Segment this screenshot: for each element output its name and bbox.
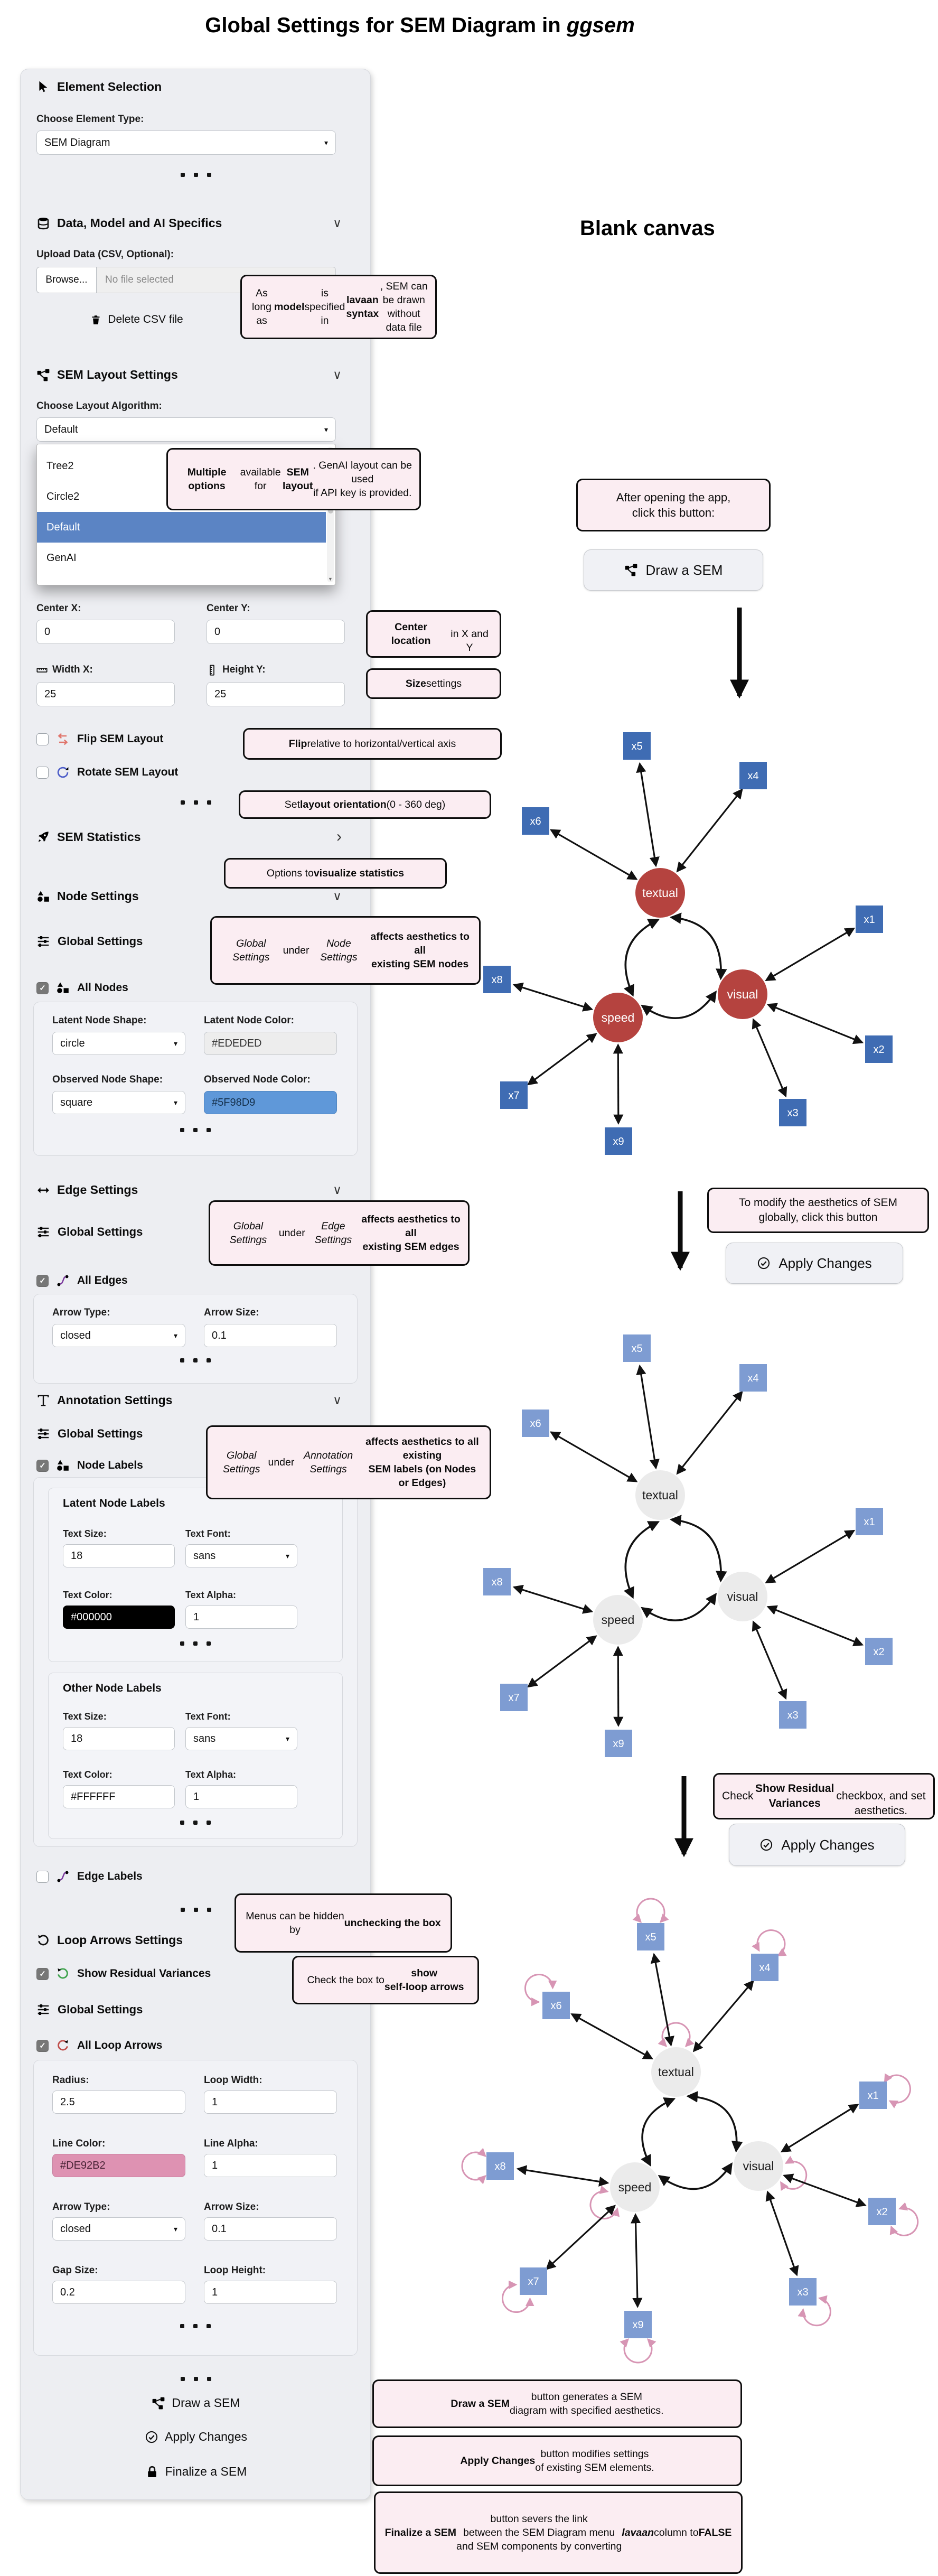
latent-text-size-input[interactable]: 18: [63, 1544, 175, 1567]
svg-text:x8: x8: [491, 1576, 503, 1588]
svg-text:speed: speed: [601, 1613, 635, 1627]
callout-flip: Flip relative to horizontal/vertical axis: [243, 728, 502, 760]
layout-option-tree2[interactable]: Tree2: [46, 460, 74, 472]
show-residual-variances-row[interactable]: ✓ Show Residual Variances: [36, 1967, 211, 1981]
width-x-label: Width X:: [36, 664, 93, 676]
flip-sem-layout-row[interactable]: Flip SEM Layout: [36, 732, 163, 746]
check-circle-icon: [759, 1838, 773, 1852]
latent-shape-label: Latent Node Shape:: [52, 1015, 147, 1026]
finalize-a-sem-button[interactable]: Finalize a SEM: [36, 2465, 355, 2479]
latent-text-alpha-input[interactable]: 1: [185, 1606, 297, 1629]
observed-color-label: Observed Node Color:: [204, 1074, 311, 1085]
latent-color-field[interactable]: #EDEDED: [204, 1032, 337, 1055]
gap-size-input[interactable]: 0.2: [52, 2281, 185, 2304]
svg-text:x3: x3: [787, 1107, 799, 1119]
draw-a-sem-button[interactable]: Draw a SEM: [36, 2396, 355, 2410]
width-x-input[interactable]: 25: [36, 682, 175, 706]
arrow-size-label: Arrow Size:: [204, 1307, 259, 1318]
svg-text:x5: x5: [631, 1343, 643, 1355]
all-edges-checkbox[interactable]: ✓: [36, 1275, 49, 1287]
edge-global-settings-row[interactable]: Global Settings: [36, 1225, 143, 1239]
latent-node-labels-title: Latent Node Labels: [63, 1497, 165, 1509]
svg-text:x2: x2: [873, 1044, 885, 1056]
other-node-labels-title: Other Node Labels: [63, 1682, 162, 1694]
callout-layout-options: Multiple options available for SEM layout . GenAI layout can be used if API key is provided.: [166, 448, 421, 510]
svg-text:x3: x3: [787, 1710, 799, 1721]
chevron-right-icon: ›: [336, 828, 342, 845]
node-labels-row[interactable]: ✓ Node Labels: [36, 1459, 143, 1472]
callout-residual: Check Show Residual Variances checkbox, and set aesthetics.: [713, 1773, 935, 1819]
all-loop-arrows-row[interactable]: ✓ All Loop Arrows: [36, 2039, 162, 2052]
svg-text:x3: x3: [797, 2286, 809, 2298]
center-x-input[interactable]: 0: [36, 620, 175, 644]
center-y-label: Center Y:: [207, 603, 250, 614]
svg-text:x1: x1: [867, 2090, 879, 2102]
svg-text:visual: visual: [727, 987, 758, 1002]
annotation-global-settings-row[interactable]: Global Settings: [36, 1427, 143, 1441]
callout-node-global: Global Settings under Node Settings affects aesthetics to all existing SEM nodes: [210, 916, 481, 985]
svg-text:x1: x1: [864, 914, 875, 926]
loop-arrow-type-select[interactable]: closed ▾: [52, 2217, 185, 2241]
svg-text:x6: x6: [530, 1418, 541, 1430]
loop-arrow-type-label: Arrow Type:: [52, 2201, 110, 2213]
network-icon: [624, 563, 638, 577]
node-global-settings-row[interactable]: Global Settings: [36, 935, 143, 948]
section-element-selection: Element Selection: [36, 80, 342, 94]
edge-arrow-size-input[interactable]: 0.1: [204, 1324, 337, 1347]
callout-modify: To modify the aesthetics of SEM globally, click this button: [707, 1188, 929, 1233]
loop-arrow-size-input[interactable]: 0.1: [204, 2217, 337, 2241]
line-alpha-label: Line Alpha:: [204, 2138, 258, 2149]
all-nodes-checkbox[interactable]: ✓: [36, 982, 49, 994]
rocket-icon: [36, 830, 50, 844]
svg-text:x9: x9: [632, 2319, 644, 2331]
database-icon: [36, 217, 50, 230]
loop-width-input[interactable]: 1: [204, 2090, 337, 2114]
section-edge-settings[interactable]: Edge Settings ∨: [36, 1183, 342, 1197]
browse-button[interactable]: Browse...: [36, 267, 97, 293]
callout-lavaan: As long as model is specified in lavaan syntax , SEM can be drawn without data file: [240, 275, 437, 339]
latent-node-labels-box: [48, 1488, 343, 1662]
layout-algorithm-select[interactable]: Default ▾: [36, 417, 336, 442]
svg-text:x2: x2: [876, 2206, 888, 2218]
svg-text:x9: x9: [613, 1738, 624, 1750]
show-residual-checkbox[interactable]: ✓: [36, 1968, 49, 1980]
svg-text:x6: x6: [550, 2000, 562, 2012]
svg-text:x9: x9: [613, 1136, 624, 1147]
text-size-label: Text Size:: [63, 1711, 107, 1722]
loop-global-settings-row[interactable]: Global Settings: [36, 2003, 143, 2017]
callout-hide-menus: Menus can be hidden by unchecking the box: [234, 1893, 452, 1953]
element-type-select[interactable]: SEM Diagram ▾: [36, 130, 336, 155]
network-icon: [152, 2396, 165, 2410]
caret-down-icon: ▾: [324, 425, 328, 434]
text-font-label: Text Font:: [185, 1528, 231, 1539]
delete-csv-button[interactable]: Delete CSV file: [42, 313, 232, 326]
loop-radius-input[interactable]: 2.5: [52, 2090, 185, 2114]
cursor-icon: [36, 80, 50, 94]
svg-text:visual: visual: [743, 2159, 774, 2173]
sliders-icon: [36, 2003, 50, 2017]
callout-apply-button: Apply Changes button modifies settings of existing SEM elements.: [372, 2435, 742, 2486]
page-title: Global Settings for SEM Diagram in ggsem: [205, 14, 635, 37]
caret-down-icon: ▾: [173, 2224, 177, 2233]
upload-data-label: Upload Data (CSV, Optional):: [36, 249, 174, 260]
shapes-icon: [36, 890, 50, 903]
section-data-model[interactable]: Data, Model and AI Specifics ∨: [36, 216, 342, 230]
caret-down-icon: ▾: [173, 1039, 177, 1048]
edge-labels-row[interactable]: Edge Labels: [36, 1870, 143, 1883]
chevron-down-icon: ∨: [333, 216, 342, 230]
shapes-icon: [56, 981, 70, 995]
caret-down-icon: ▾: [285, 1551, 289, 1560]
svg-text:x2: x2: [873, 1646, 885, 1658]
svg-text:x1: x1: [864, 1516, 875, 1528]
callout-annotation-global: Global Settings under Annotation Settings affects aesthetics to all existing SEM labels (on Nodes or Edges): [206, 1425, 491, 1499]
svg-text:x4: x4: [759, 1962, 771, 1974]
other-text-color-field[interactable]: #FFFFFF: [63, 1785, 175, 1808]
loop-icon: [56, 1967, 70, 1981]
other-text-alpha-input[interactable]: 1: [185, 1785, 297, 1808]
edge-icon: [56, 1870, 70, 1883]
svg-text:x7: x7: [528, 2276, 539, 2288]
svg-text:x5: x5: [645, 1931, 656, 1943]
shapes-icon: [56, 1459, 70, 1472]
callout-statistics: Options to visualize statistics: [224, 858, 447, 889]
svg-text:x8: x8: [494, 2161, 506, 2172]
latent-text-font-select[interactable]: sans ▾: [185, 1544, 297, 1567]
svg-text:x7: x7: [508, 1090, 520, 1102]
other-text-size-input[interactable]: 18: [63, 1727, 175, 1750]
layout-option-circle2[interactable]: Circle2: [46, 490, 80, 502]
rotate-sem-layout-row[interactable]: Rotate SEM Layout: [36, 766, 178, 779]
node-labels-checkbox[interactable]: ✓: [36, 1460, 49, 1472]
loop-height-label: Loop Height:: [204, 2265, 266, 2276]
svg-text:x4: x4: [747, 770, 759, 782]
rotate-icon: [56, 766, 70, 779]
arrow-type-label: Arrow Type:: [52, 1307, 110, 1318]
svg-text:textual: textual: [658, 2065, 694, 2079]
loop-icon: [56, 2039, 70, 2052]
chevron-down-icon: ∨: [333, 368, 342, 381]
ellipsis: [48, 1821, 343, 1825]
center-x-label: Center X:: [36, 603, 81, 614]
choose-element-type-label: Choose Element Type:: [36, 114, 144, 125]
ellipsis: [33, 1358, 358, 1362]
latent-text-color-field[interactable]: #000000: [63, 1606, 175, 1629]
latent-color-label: Latent Node Color:: [204, 1015, 294, 1026]
svg-text:x6: x6: [530, 816, 541, 827]
section-loop-arrows[interactable]: Loop Arrows Settings: [36, 1933, 342, 1947]
loop-line-alpha-input[interactable]: 1: [204, 2154, 337, 2177]
apply-changes-button[interactable]: Apply Changes: [36, 2430, 355, 2444]
canvas-apply-changes-button[interactable]: Apply Changes: [726, 1243, 903, 1284]
ellipsis: [21, 173, 371, 177]
all-loop-arrows-checkbox[interactable]: ✓: [36, 2040, 49, 2052]
callout-open-app: After opening the app, click this button:: [576, 479, 771, 531]
all-edges-row[interactable]: ✓ All Edges: [36, 1274, 128, 1287]
canvas-apply-changes-button-2[interactable]: Apply Changes: [729, 1824, 905, 1866]
check-circle-icon: [757, 1256, 771, 1270]
sliders-icon: [36, 1427, 50, 1441]
loop-icon: [36, 1934, 50, 1947]
flip-checkbox[interactable]: [36, 733, 49, 745]
caret-down-icon: ▾: [173, 1331, 177, 1340]
latent-shape-select[interactable]: circle ▾: [52, 1032, 185, 1055]
text-alpha-label: Text Alpha:: [185, 1590, 237, 1600]
text-annotation-icon: [36, 1394, 50, 1407]
other-node-labels-box: [48, 1673, 343, 1839]
callout-draw-button: Draw a SEM button generates a SEM diagram with specified aesthetics.: [372, 2379, 742, 2428]
sliders-icon: [36, 935, 50, 948]
caret-down-icon: ▾: [324, 138, 328, 147]
canvas-heading: Blank canvas: [580, 217, 715, 240]
left-right-arrows-icon: [36, 1183, 50, 1197]
svg-text:x4: x4: [747, 1373, 759, 1384]
svg-text:textual: textual: [642, 1488, 678, 1502]
center-y-input[interactable]: 0: [207, 620, 345, 644]
edge-icon: [56, 1274, 70, 1287]
loop-arrow-size-label: Arrow Size:: [204, 2201, 259, 2213]
height-y-label: Height Y:: [207, 664, 266, 676]
settings-sidebar: [20, 69, 371, 2500]
svg-text:x7: x7: [508, 1692, 520, 1704]
line-color-label: Line Color:: [52, 2138, 106, 2149]
callout-finalize-button: Finalize a SEM button severs the link between the SEM Diagram menu and SEM components by converting lavaan column to FALSE: [374, 2491, 743, 2574]
text-color-label: Text Color:: [63, 1590, 112, 1600]
observed-shape-select[interactable]: square ▾: [52, 1091, 185, 1114]
vertical-ruler-icon: [207, 665, 218, 676]
height-y-input[interactable]: 25: [207, 682, 345, 706]
observed-color-field[interactable]: #5F98D9: [204, 1091, 337, 1114]
canvas-draw-a-sem-button[interactable]: Draw a SEM: [584, 549, 763, 591]
other-text-font-select[interactable]: sans ▾: [185, 1727, 297, 1750]
trash-icon: [90, 314, 101, 325]
gap-size-label: Gap Size:: [52, 2265, 98, 2276]
svg-text:speed: speed: [601, 1011, 635, 1025]
ellipsis: [48, 1641, 343, 1646]
ellipsis: [33, 2324, 358, 2328]
edge-arrow-type-select[interactable]: closed ▾: [52, 1324, 185, 1347]
choose-layout-label: Choose Layout Algorithm:: [36, 400, 162, 412]
caret-down-icon: ▾: [285, 1734, 289, 1743]
svg-text:speed: speed: [618, 2180, 652, 2195]
radius-label: Radius:: [52, 2075, 89, 2086]
ellipsis: [21, 2377, 371, 2381]
all-nodes-row[interactable]: ✓ All Nodes: [36, 981, 128, 995]
edge-labels-checkbox[interactable]: [36, 1871, 49, 1883]
chevron-down-icon: ∨: [333, 889, 342, 903]
callout-selfloop: Check the box to show self-loop arrows: [292, 1956, 479, 2004]
loop-width-label: Loop Width:: [204, 2075, 262, 2086]
svg-text:x8: x8: [491, 974, 503, 986]
flip-icon: [56, 732, 70, 746]
chevron-down-icon: ∨: [333, 1183, 342, 1197]
horizontal-ruler-icon: [36, 665, 48, 676]
callout-edge-global: Global Settings under Edge Settings affects aesthetics to all existing SEM edges: [209, 1200, 470, 1266]
svg-text:x5: x5: [631, 741, 643, 752]
layout-option-genai[interactable]: GenAI: [46, 552, 77, 564]
ellipsis: [33, 1128, 358, 1132]
callout-size: Size settings: [366, 668, 501, 699]
callout-orientation: Set layout orientation (0 - 360 deg): [239, 790, 491, 819]
loop-line-color-field[interactable]: #DE92B2: [52, 2154, 185, 2177]
callout-center: Center location in X and Y: [366, 610, 501, 658]
lock-icon: [145, 2465, 159, 2479]
section-node-settings[interactable]: Node Settings ∨: [36, 889, 342, 903]
check-circle-icon: [145, 2430, 158, 2444]
network-icon: [36, 368, 50, 382]
caret-down-icon: ▾: [173, 1098, 177, 1107]
text-color-label: Text Color:: [63, 1769, 112, 1780]
section-annotation-settings[interactable]: Annotation Settings ∨: [36, 1393, 342, 1407]
svg-text:textual: textual: [642, 886, 678, 900]
chevron-down-icon: ∨: [333, 1393, 342, 1407]
observed-shape-label: Observed Node Shape:: [52, 1074, 163, 1085]
sliders-icon: [36, 1225, 50, 1239]
layout-option-default[interactable]: Default: [37, 512, 326, 543]
section-sem-layout[interactable]: SEM Layout Settings ∨: [36, 368, 342, 382]
loop-height-input[interactable]: 1: [204, 2281, 337, 2304]
text-size-label: Text Size:: [63, 1528, 107, 1539]
svg-text:visual: visual: [727, 1590, 758, 1604]
scroll-down-icon[interactable]: ▼: [328, 576, 333, 582]
text-font-label: Text Font:: [185, 1711, 231, 1722]
section-sem-statistics[interactable]: SEM Statistics ›: [36, 829, 342, 845]
rotate-checkbox[interactable]: [36, 767, 49, 779]
text-alpha-label: Text Alpha:: [185, 1769, 237, 1780]
file-selected-field[interactable]: No file selected: [97, 267, 336, 293]
